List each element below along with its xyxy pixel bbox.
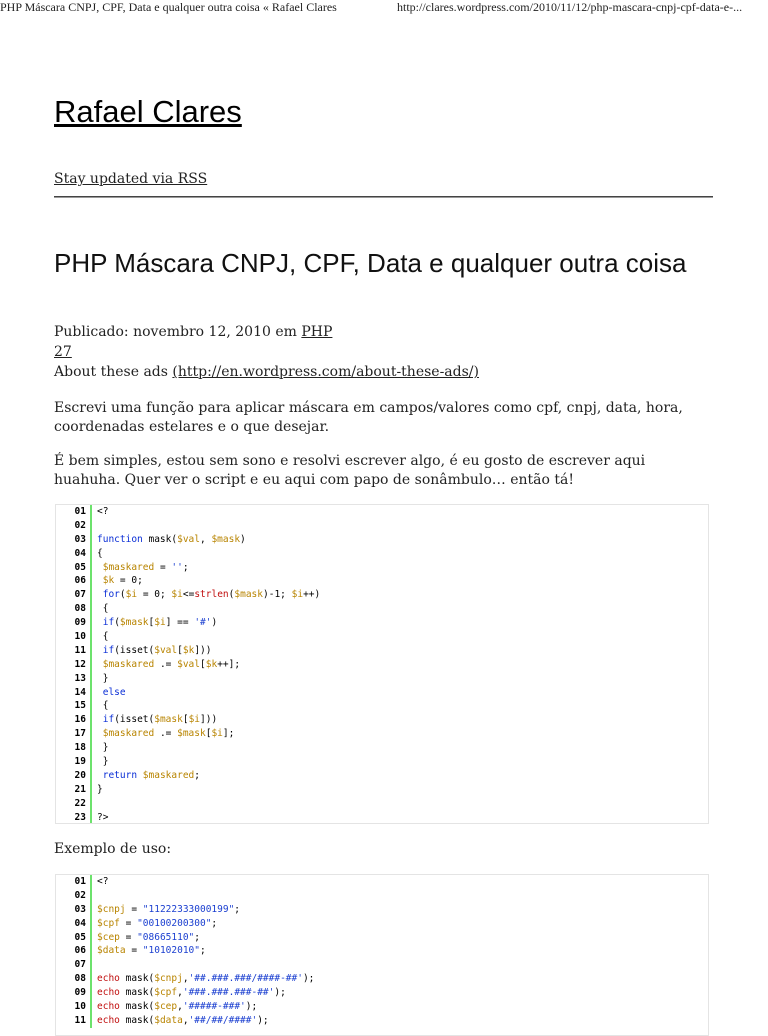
line-number: 03 bbox=[56, 903, 92, 917]
code-line bbox=[56, 972, 708, 986]
code-text: echo mask($cpf,'###.###.###-##'); bbox=[97, 987, 286, 999]
line-number: 18 bbox=[56, 741, 92, 755]
line-number: 22 bbox=[56, 797, 92, 811]
code-line bbox=[56, 699, 708, 713]
code-line bbox=[56, 986, 708, 1000]
code-text: $cpf = "00100200300"; bbox=[97, 917, 218, 929]
code-text: } bbox=[97, 783, 103, 795]
line-number: 11 bbox=[56, 644, 92, 658]
ads-notice bbox=[54, 364, 479, 380]
code-line bbox=[56, 561, 708, 575]
line-number: 01 bbox=[56, 505, 92, 519]
line-number: 05 bbox=[56, 931, 92, 945]
post-title: PHP Máscara CNPJ, CPF, Data e qualquer outra coisa bbox=[54, 248, 687, 278]
code-text: { bbox=[97, 700, 109, 712]
code-line bbox=[56, 727, 708, 741]
ads-label[interactable]: About these ads bbox=[54, 364, 173, 380]
line-number: 10 bbox=[56, 630, 92, 644]
code-line bbox=[56, 769, 708, 783]
code-line bbox=[56, 672, 708, 686]
line-number: 13 bbox=[56, 672, 92, 686]
code-text: echo mask($cnpj,'##.###.###/####-##'); bbox=[97, 973, 315, 985]
line-number: 02 bbox=[56, 889, 92, 903]
line-number: 01 bbox=[56, 875, 92, 889]
code-line bbox=[56, 741, 708, 755]
code-text: <? bbox=[97, 506, 109, 517]
line-number: 14 bbox=[56, 686, 92, 700]
post-date: Publicado: novembro 12, 2010 em bbox=[54, 324, 302, 340]
code-line bbox=[56, 630, 708, 644]
code-line bbox=[56, 602, 708, 616]
code-line bbox=[56, 944, 708, 958]
code-text: if(isset($val[$k])) bbox=[102, 644, 212, 656]
code-line bbox=[56, 616, 708, 630]
line-number: 16 bbox=[56, 713, 92, 727]
category-link[interactable]: PHP bbox=[301, 324, 333, 340]
line-number: 08 bbox=[56, 972, 92, 986]
code-line bbox=[56, 588, 708, 602]
line-number: 02 bbox=[56, 519, 92, 533]
code-line bbox=[56, 574, 708, 588]
line-number: 07 bbox=[56, 588, 92, 602]
code-block-usage bbox=[55, 874, 709, 1036]
usage-label: Exemplo de uso: bbox=[54, 841, 172, 857]
code-line bbox=[56, 1014, 708, 1028]
code-text: { bbox=[97, 603, 109, 615]
line-number: 09 bbox=[56, 616, 92, 630]
code-text: $k = 0; bbox=[102, 575, 143, 587]
code-line bbox=[56, 644, 708, 658]
line-number: 10 bbox=[56, 1000, 92, 1014]
code-line bbox=[56, 505, 708, 519]
header-divider bbox=[54, 196, 713, 198]
line-number: 15 bbox=[56, 699, 92, 713]
code-text: { bbox=[97, 547, 103, 559]
code-line bbox=[56, 811, 708, 824]
code-text: return $maskared; bbox=[102, 769, 201, 781]
code-text: echo mask($data,'##/##/####'); bbox=[97, 1014, 269, 1026]
code-text: } bbox=[97, 672, 109, 684]
code-text: } bbox=[97, 742, 109, 754]
code-line bbox=[56, 519, 708, 533]
code-line bbox=[56, 713, 708, 727]
rss-link[interactable]: Stay updated via RSS bbox=[54, 171, 208, 187]
code-line bbox=[56, 931, 708, 945]
line-number: 03 bbox=[56, 533, 92, 547]
code-text: $data = "10102010"; bbox=[97, 945, 206, 957]
line-number: 21 bbox=[56, 783, 92, 797]
code-line bbox=[56, 875, 708, 889]
line-number: 08 bbox=[56, 602, 92, 616]
code-line bbox=[56, 686, 708, 700]
code-text: else bbox=[102, 686, 126, 698]
line-number: 06 bbox=[56, 944, 92, 958]
code-line bbox=[56, 1000, 708, 1014]
ads-url[interactable]: (http://en.wordpress.com/about-these-ads/) bbox=[172, 364, 479, 380]
print-page-title: PHP Máscara CNPJ, CPF, Data e qualquer outra coisa « Rafael Clares bbox=[0, 0, 337, 14]
line-number: 12 bbox=[56, 658, 92, 672]
code-line bbox=[56, 797, 708, 811]
print-header bbox=[0, 0, 768, 16]
code-text: <? bbox=[97, 876, 109, 887]
code-line bbox=[56, 903, 708, 917]
code-text: function mask($val, $mask) bbox=[97, 533, 246, 545]
code-text: ?> bbox=[97, 811, 109, 823]
code-text: $maskared .= $mask[$i]; bbox=[102, 728, 235, 740]
print-page-url: http://clares.wordpress.com/2010/11/12/php-mascara-cnpj-cpf-data-e-... bbox=[397, 0, 743, 14]
code-line bbox=[56, 547, 708, 561]
comments-count-link[interactable]: 27 bbox=[54, 344, 72, 360]
code-text: echo mask($cep,'#####-###'); bbox=[97, 1001, 258, 1013]
code-line bbox=[56, 783, 708, 797]
code-line bbox=[56, 533, 708, 547]
line-number: 09 bbox=[56, 986, 92, 1000]
code-text: { bbox=[97, 631, 109, 643]
code-text: $cep = "08665110"; bbox=[97, 931, 200, 943]
post-meta bbox=[54, 324, 332, 340]
code-line bbox=[56, 755, 708, 769]
code-text: if($mask[$i] == '#') bbox=[102, 617, 218, 629]
line-number: 11 bbox=[56, 1014, 92, 1028]
code-line bbox=[56, 958, 708, 972]
code-text: $cnpj = "11222333000199"; bbox=[97, 903, 241, 915]
code-text: } bbox=[97, 756, 109, 768]
post-paragraph-2: É bem simples, estou sem sono e resolvi escrever algo, é eu gosto de escrever aqui huahuha. Quer ver o script e eu aqui com papo de sonâmbulo… então tá! bbox=[54, 453, 646, 488]
code-line bbox=[56, 889, 708, 903]
line-number: 05 bbox=[56, 561, 92, 575]
code-text: for($i = 0; $i<=strlen($mask)-1; $i++) bbox=[102, 589, 321, 601]
line-number: 23 bbox=[56, 811, 92, 824]
line-number: 06 bbox=[56, 574, 92, 588]
line-number: 17 bbox=[56, 727, 92, 741]
site-title-link[interactable]: Rafael Clares bbox=[54, 94, 242, 129]
line-number: 04 bbox=[56, 547, 92, 561]
line-number: 04 bbox=[56, 917, 92, 931]
line-number: 19 bbox=[56, 755, 92, 769]
code-line bbox=[56, 917, 708, 931]
line-number: 20 bbox=[56, 769, 92, 783]
code-block-function bbox=[55, 504, 709, 824]
post-paragraph-1: Escrevi uma função para aplicar máscara em campos/valores como cpf, cnpj, data, hora, coordenadas estelares e o que desejar. bbox=[54, 400, 683, 435]
code-text: if(isset($mask[$i])) bbox=[102, 714, 218, 726]
code-line bbox=[56, 658, 708, 672]
code-text: $maskared = ''; bbox=[102, 561, 189, 573]
code-text: $maskared .= $val[$k++]; bbox=[102, 658, 241, 670]
line-number: 07 bbox=[56, 958, 92, 972]
